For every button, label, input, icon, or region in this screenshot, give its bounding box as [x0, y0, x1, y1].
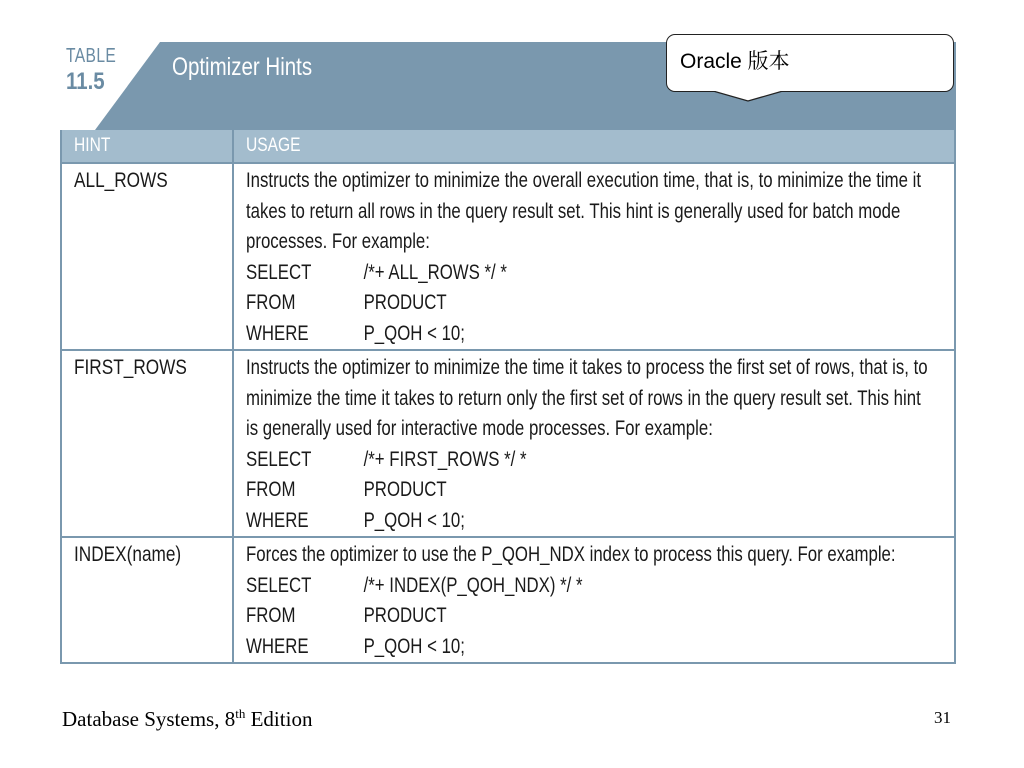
table-label — [66, 46, 130, 94]
usage-text-line: Instructs the optimizer to minimize the overall execution time, that is, to minimize the time it — [246, 169, 922, 192]
sql-code: P_QOH < 10; — [363, 508, 465, 532]
hint-cell: ALL_ROWS — [61, 163, 233, 350]
sql-example-line — [246, 288, 812, 319]
usage-text-line: processes. For example: — [246, 230, 430, 253]
table-number: 11.5 — [66, 68, 105, 95]
sql-example-line — [246, 601, 812, 632]
sql-code: PRODUCT — [363, 478, 447, 501]
usage-text-line: Instructs the optimizer to minimize the time it takes to process the first set of rows, that is, to — [246, 356, 928, 379]
hint-cell: FIRST_ROWS — [61, 350, 233, 537]
table-label-word: TABLE — [66, 45, 117, 67]
usage-cell — [233, 350, 955, 537]
sql-example-line — [246, 258, 812, 289]
sql-example-line — [246, 445, 812, 476]
sql-keyword: SELECT — [246, 260, 312, 284]
page-number: 31 — [934, 708, 951, 727]
callout-text: Oracle 版本 — [680, 50, 790, 73]
sql-code: P_QOH < 10; — [363, 634, 465, 658]
sql-keyword: FROM — [246, 604, 296, 627]
table-row — [61, 537, 955, 663]
sql-code: PRODUCT — [363, 291, 447, 314]
usage-text-line: takes to return all rows in the query result set. This hint is generally used for batch mode — [246, 199, 901, 223]
sql-code: /*+ FIRST_ROWS */ * — [363, 447, 527, 471]
sql-example-line — [246, 319, 812, 350]
hint-cell: INDEX(name) — [61, 537, 233, 663]
sql-example-line — [246, 571, 812, 602]
usage-cell — [233, 163, 955, 350]
column-header-hint: HINT — [61, 130, 233, 163]
table-row — [61, 163, 955, 350]
sql-keyword: WHERE — [246, 321, 309, 345]
sql-keyword: FROM — [246, 291, 296, 314]
usage-text-line: Forces the optimizer to use the P_QOH_NDX index to process this query. For example: — [246, 543, 896, 566]
sql-keyword: WHERE — [246, 634, 309, 658]
callout-tail — [713, 91, 783, 105]
sql-code: PRODUCT — [363, 604, 447, 627]
sql-keyword: FROM — [246, 478, 296, 501]
usage-cell — [233, 537, 955, 663]
sql-code: /*+ ALL_ROWS */ * — [363, 260, 507, 284]
sql-keyword: SELECT — [246, 573, 312, 597]
sql-code: P_QOH < 10; — [363, 321, 465, 345]
sql-keyword: WHERE — [246, 508, 309, 532]
sql-example-line — [246, 475, 812, 506]
table-header-row — [61, 130, 955, 163]
sql-example-line — [246, 632, 812, 663]
column-header-usage: USAGE — [233, 130, 955, 163]
sql-code: /*+ INDEX(P_QOH_NDX) */ * — [363, 573, 583, 597]
usage-text-line: minimize the time it takes to return only the first set of rows in the query result set. This hint — [246, 386, 921, 410]
optimizer-hints-table — [60, 130, 956, 664]
table-title: Optimizer Hints — [172, 53, 313, 81]
usage-text-line: is generally used for interactive mode processes. For example: — [246, 417, 713, 440]
sql-keyword: SELECT — [246, 447, 312, 471]
sql-example-line — [246, 506, 812, 537]
table-row — [61, 350, 955, 537]
footer-citation: Database Systems, 8th Edition — [62, 706, 313, 731]
